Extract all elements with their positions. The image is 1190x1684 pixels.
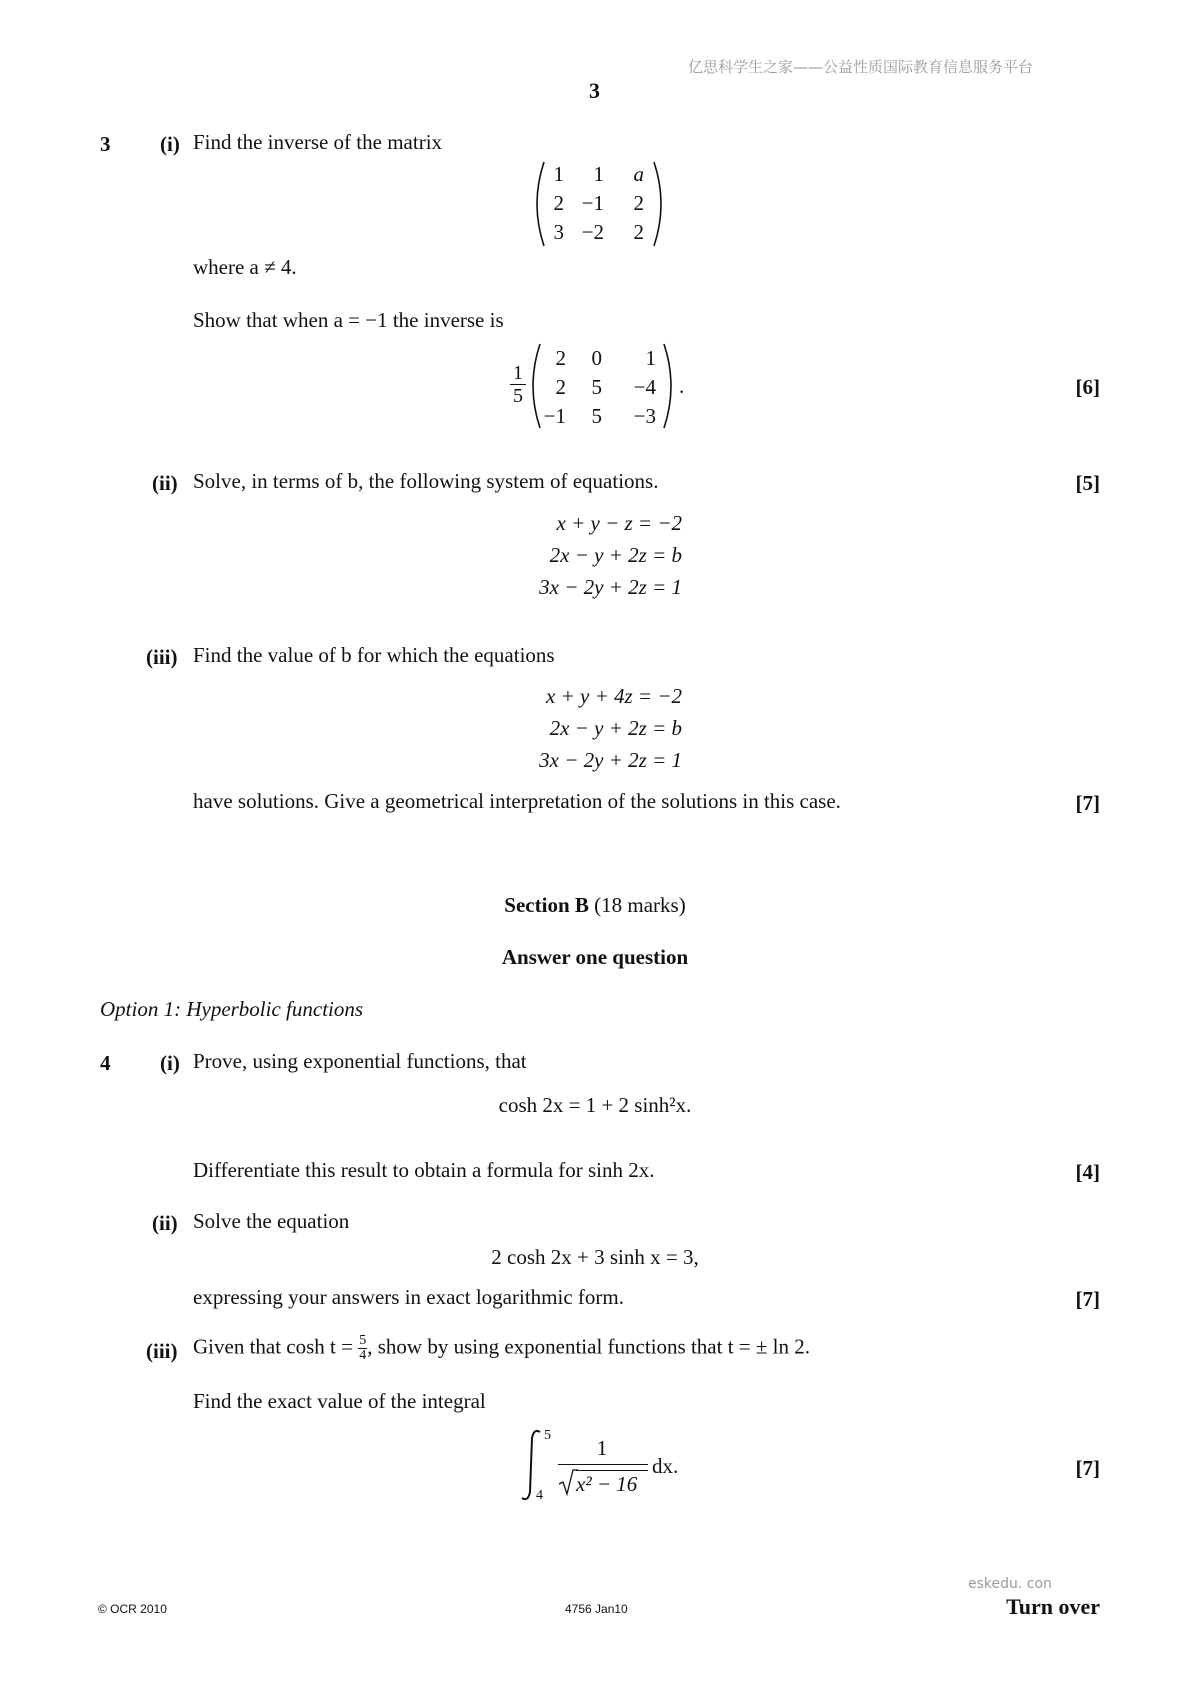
section-b-instruction: Answer one question — [501, 945, 689, 969]
inverse-matrix — [528, 342, 676, 430]
matrix-a-cell: 2 — [633, 191, 644, 215]
equation-row: 3x − 2y + 2z = 1 — [539, 574, 682, 599]
q3-part-ii-label: (ii) — [152, 471, 178, 495]
inverse-fraction — [510, 363, 526, 406]
equation-row: 2x − y + 2z = b — [549, 715, 682, 740]
q4-integral-text: Find the exact value of the integral — [193, 1389, 486, 1413]
integrand-denominator: x² − 16 — [576, 1472, 638, 1496]
matrix-a-cell: a — [633, 162, 644, 186]
equation-row: 2x − y + 2z = b — [549, 542, 682, 567]
q4-identity: cosh 2x = 1 + 2 sinh²x. — [498, 1093, 692, 1117]
page-number: 3 — [589, 78, 600, 103]
inverse-matrix-cell: 0 — [591, 346, 602, 370]
q3-part-i-text: Find the inverse of the matrix — [193, 130, 443, 154]
inverse-matrix-cell: 2 — [555, 346, 566, 370]
matrix-a-cell: −1 — [581, 191, 604, 215]
radical-bar — [576, 1470, 648, 1471]
q4-part-ii-marks: [7] — [1075, 1287, 1100, 1311]
integral-expression — [520, 1428, 700, 1504]
matrix-a-cell: 1 — [593, 162, 604, 186]
footer-paper-code: 4756 Jan10 — [565, 1602, 628, 1616]
section-b-marks: (18 marks) — [594, 893, 686, 917]
system-equations-1 — [480, 507, 682, 603]
cosh-fraction — [358, 1334, 367, 1363]
q4-part-ii-after: expressing your answers in exact logarithmic form. — [193, 1285, 624, 1309]
q3-part-ii-marks: [5] — [1075, 471, 1100, 495]
q4-part-iii-marks: [7] — [1075, 1456, 1100, 1480]
q4-part-iii-label: (iii) — [146, 1339, 178, 1363]
q4-part-i-text: Prove, using exponential functions, that — [193, 1049, 527, 1073]
q4-part-ii-text: Solve the equation — [193, 1209, 350, 1233]
fraction-bar — [558, 1464, 648, 1465]
q3-part-iii-marks: [7] — [1075, 791, 1100, 815]
inverse-matrix-cell: 5 — [591, 404, 602, 428]
q4-part-ii-label: (ii) — [152, 1211, 178, 1235]
inverse-matrix-cell: 2 — [555, 375, 566, 399]
question-4-number: 4 — [100, 1051, 111, 1075]
square-root-icon — [558, 1468, 578, 1496]
q3-condition: where a ≠ 4. — [193, 255, 297, 279]
watermark-bottom: eskedu. con — [968, 1576, 1052, 1592]
equation-row: 3x − 2y + 2z = 1 — [539, 747, 682, 772]
q3-part-iii-after: have solutions. Give a geometrical interpretation of the solutions in this case. — [193, 789, 841, 813]
integrand-numerator: 1 — [596, 1436, 608, 1460]
inverse-period: . — [679, 374, 685, 398]
q3-part-i-label: (i) — [160, 132, 180, 156]
matrix-a-cell: 2 — [633, 220, 644, 244]
inverse-matrix-cell: −3 — [633, 404, 656, 428]
matrix-a-cell: 2 — [553, 191, 564, 215]
matrix-a-cell: −2 — [581, 220, 604, 244]
cosh-fraction-numerator: 5 — [359, 1333, 367, 1348]
q4-equation: 2 cosh 2x + 3 sinh x = 3, — [491, 1245, 699, 1269]
integral-dx: dx. — [652, 1454, 679, 1478]
matrix-a — [532, 160, 666, 248]
q4-part-iii-text — [193, 1334, 810, 1363]
q4-part-i-label: (i) — [160, 1051, 180, 1075]
watermark-top: 亿思科学生之家——公益性质国际教育信息服务平台 — [688, 58, 1034, 76]
matrix-a-cell: 3 — [553, 220, 564, 244]
q3-part-iii-text: Find the value of b for which the equations — [193, 643, 555, 667]
equation-row: x + y − z = −2 — [556, 510, 682, 535]
inverse-fraction-denominator: 5 — [513, 385, 523, 407]
question-3-number: 3 — [100, 132, 111, 156]
cosh-fraction-denominator: 4 — [359, 1348, 367, 1363]
integral-upper-limit: 5 — [544, 1428, 551, 1443]
equation-row: x + y + 4z = −2 — [546, 683, 682, 708]
system-equations-2 — [480, 680, 682, 776]
q3-part-iii-label: (iii) — [146, 645, 178, 669]
q4-part-i-marks: [4] — [1075, 1160, 1100, 1184]
inverse-matrix-cell: 5 — [591, 375, 602, 399]
q3-part-i-marks: [6] — [1075, 375, 1100, 399]
section-b-heading — [0, 895, 1190, 916]
q3-show-text: Show that when a = −1 the inverse is — [193, 308, 504, 332]
inverse-matrix-cell: 1 — [645, 346, 656, 370]
q3-part-ii-text: Solve, in terms of b, the following system of equations. — [193, 469, 659, 493]
inverse-matrix-cell: −4 — [633, 375, 656, 399]
q4-part-i-after: Differentiate this result to obtain a formula for sinh 2x. — [193, 1158, 655, 1182]
q4-part-iii-text-after: , show by using exponential functions that t = ± ln 2. — [367, 1334, 810, 1359]
section-b-title: Section B — [504, 893, 589, 917]
footer-copyright: © OCR 2010 — [98, 1602, 167, 1616]
matrix-a-cell: 1 — [553, 162, 564, 186]
inverse-matrix-cell: −1 — [543, 404, 566, 428]
option-1-heading: Option 1: Hyperbolic functions — [100, 997, 364, 1021]
inverse-fraction-numerator: 1 — [510, 363, 526, 385]
q4-part-iii-text-before: Given that cosh t = — [193, 1334, 353, 1359]
turn-over: Turn over — [1006, 1594, 1100, 1619]
integral-lower-limit: 4 — [536, 1488, 543, 1503]
